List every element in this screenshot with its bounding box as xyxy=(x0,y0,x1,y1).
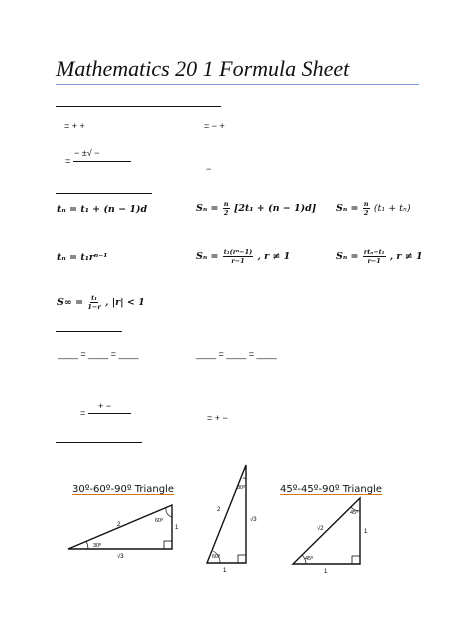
t2-short-leg-label: 1 xyxy=(223,568,227,574)
angle-arc xyxy=(166,508,172,517)
triangle-45-45-90 xyxy=(293,498,368,575)
t3-hypotenuse-label: √2 xyxy=(317,526,324,532)
fraction-numerator: n xyxy=(223,200,229,208)
sine-law-ratios-inverse: ____ = ____ = ____ xyxy=(196,349,277,359)
fraction-denominator: 2 xyxy=(223,209,229,217)
triangle-30-60-90-tall-outline xyxy=(207,465,246,563)
t1-hypotenuse-label: 2 xyxy=(117,522,121,528)
quadratic-formula-numerator: − ±√ − xyxy=(74,148,100,158)
quadratic-formula-equals: = xyxy=(65,156,71,166)
cosine-law-angle-equals: = xyxy=(80,408,86,418)
triangle-45-45-90-title: 45º-45º-90º Triangle xyxy=(280,484,382,495)
triangle-30-60-90-tall xyxy=(207,465,257,574)
right-angle-mark xyxy=(352,556,360,564)
geometric-sum-b-condition: , r ≠ 1 xyxy=(389,251,423,262)
arithmetic-sum-b-lhs: Sₙ = xyxy=(336,203,359,214)
quadratic-standard-form: = + + xyxy=(64,121,85,131)
t1-short-leg-label: 1 xyxy=(175,525,179,531)
fraction-numerator: t₁(rⁿ−1) xyxy=(223,248,253,256)
t3-horizontal-leg-label: 1 xyxy=(324,569,328,575)
geometric-sum-b-lhs: Sₙ = xyxy=(336,251,359,262)
sine-law-ratios: ____ = ____ = ____ xyxy=(58,349,139,359)
fraction-denominator: r−1 xyxy=(367,257,381,265)
triangle-30-60-90-wide xyxy=(68,505,179,560)
fraction-numerator: n xyxy=(363,200,369,208)
t2-hypotenuse-label: 2 xyxy=(217,507,221,513)
page-title: Mathematics 20 1 Formula Sheet xyxy=(56,56,350,81)
t1-angle-60-label: 60º xyxy=(155,518,164,524)
geometric-general-term: tₙ = t₁rⁿ⁻¹ xyxy=(57,252,108,263)
vertex-x-minus: − xyxy=(206,164,212,174)
fraction-numerator: rtₙ−t₁ xyxy=(363,248,385,256)
geometric-sum-a-lhs: Sₙ = xyxy=(196,251,219,262)
triangle-30-60-90-title: 30º-60º-90º Triangle xyxy=(72,484,174,495)
triangle-45-45-90-outline xyxy=(293,498,360,564)
t2-long-leg-label: √3 xyxy=(250,517,257,523)
infinite-sum-lhs: S∞ = xyxy=(57,297,84,308)
fraction-numerator: t₁ xyxy=(91,294,97,302)
cosine-law-side: = + − xyxy=(207,413,228,423)
t3-angle-bottom-label: 45º xyxy=(305,556,314,562)
right-angle-mark xyxy=(164,541,172,549)
t2-angle-30-label: 30º xyxy=(237,485,246,491)
t1-long-leg-label: √3 xyxy=(117,554,124,560)
fraction-denominator: 2 xyxy=(363,209,369,217)
t1-angle-30-label: 30º xyxy=(93,543,102,549)
t3-vertical-leg-label: 1 xyxy=(364,529,368,535)
geometric-sum-a-condition: , r ≠ 1 xyxy=(257,251,291,262)
arithmetic-sum-a-rest: [2t₁ + (n − 1)d] xyxy=(233,203,317,214)
angle-arc xyxy=(86,541,88,549)
fraction-denominator: r−1 xyxy=(231,257,245,265)
quadratic-vertex-form: = − + xyxy=(204,121,225,131)
right-angle-mark xyxy=(238,555,246,563)
t2-angle-60-label: 60º xyxy=(212,554,221,560)
arithmetic-sum-a-lhs: Sₙ = xyxy=(196,203,219,214)
cosine-law-angle-numerator: + − xyxy=(98,401,112,411)
arithmetic-sum-b-rest: (t₁ + tₙ) xyxy=(373,203,411,214)
fraction-denominator: 1−r xyxy=(87,303,101,311)
infinite-sum-condition: , |r| < 1 xyxy=(105,297,145,308)
t3-angle-top-label: 45º xyxy=(350,510,359,516)
arithmetic-general-term: tₙ = t₁ + (n − 1)d xyxy=(57,204,148,215)
